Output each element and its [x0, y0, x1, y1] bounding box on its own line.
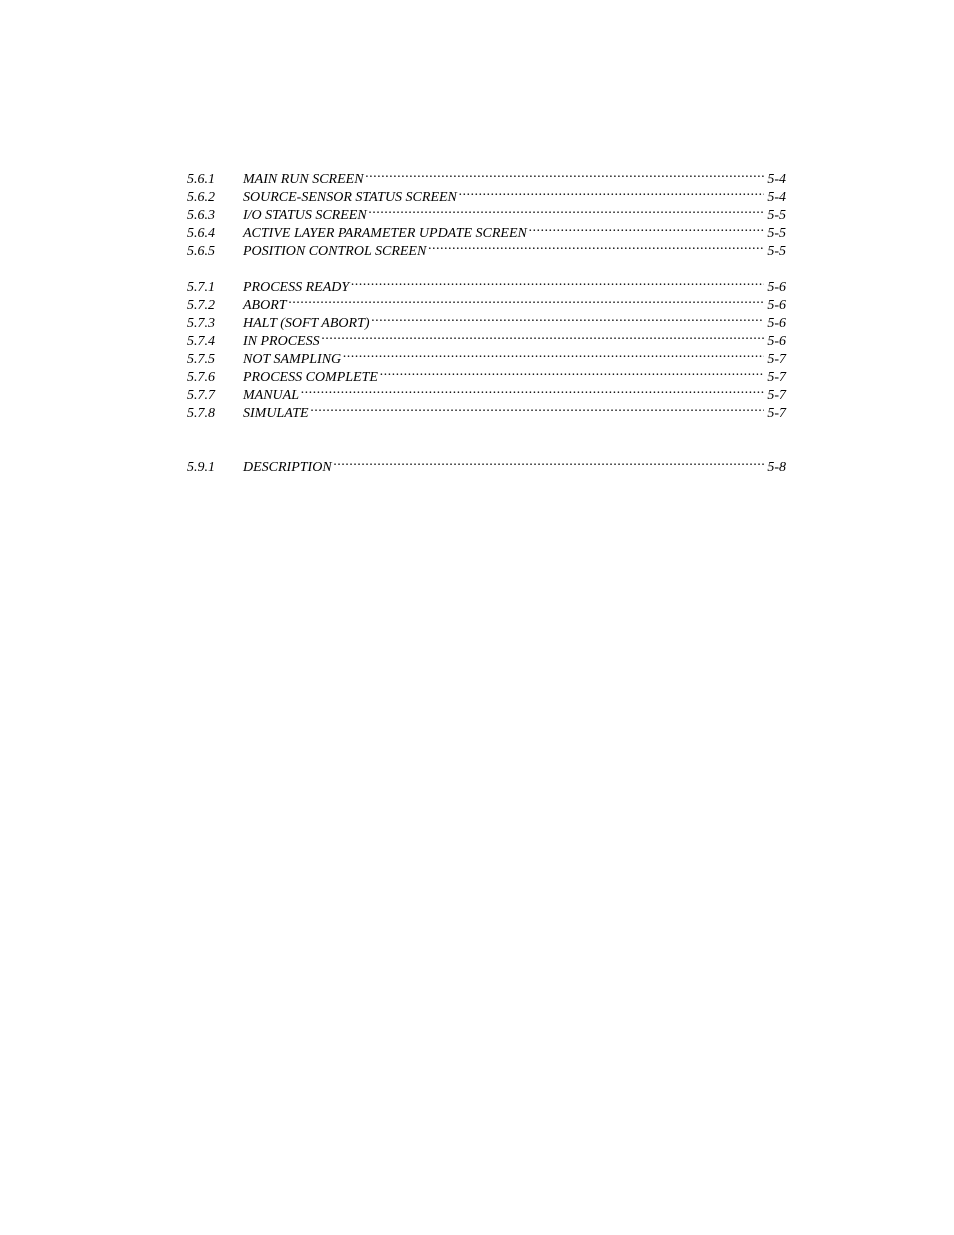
toc-entry-title: MANUAL [243, 388, 299, 403]
toc-entry-number: 5.6.3 [187, 208, 215, 223]
toc-entry-number: 5.9.1 [187, 460, 215, 475]
toc-entry-number: 5.6.1 [187, 172, 215, 187]
toc-entry-title: IN PROCESS [243, 334, 320, 349]
toc-entry-number: 5.7.1 [187, 280, 215, 295]
toc-entry-page: 5-7 [767, 352, 786, 367]
toc-entry-number: 5.7.3 [187, 316, 215, 331]
toc-dot-leader [343, 345, 764, 363]
toc-dot-leader [334, 453, 765, 471]
toc-entry-page: 5-7 [767, 388, 786, 403]
toc-entry-page: 5-6 [767, 334, 786, 349]
toc-entry-title: SIMULATE [243, 406, 309, 421]
toc-dot-leader [301, 381, 764, 399]
toc-entry-page: 5-7 [767, 370, 786, 385]
toc-group-5-6 [187, 165, 786, 259]
table-of-contents [187, 165, 786, 475]
toc-entry-page: 5-8 [767, 460, 786, 475]
toc-entry-title: NOT SAMPLING [243, 352, 342, 367]
toc-entry-title: ABORT [243, 298, 287, 313]
toc-group-5-9 [187, 453, 786, 475]
toc-entry-page: 5-6 [767, 298, 786, 313]
toc-entry-page: 5-7 [767, 406, 786, 421]
toc-entry-title: I/O STATUS SCREEN [243, 208, 367, 223]
toc-dot-leader [311, 399, 765, 417]
toc-entry-number: 5.7.8 [187, 406, 215, 421]
toc-dot-leader [529, 219, 764, 237]
toc-entry-number: 5.7.5 [187, 352, 215, 367]
toc-entry-title: SOURCE-SENSOR STATUS SCREEN [243, 190, 457, 205]
toc-dot-leader [372, 309, 765, 327]
toc-entry-number: 5.7.6 [187, 370, 215, 385]
toc-entry[interactable] [187, 273, 786, 295]
toc-entry-page: 5-5 [767, 208, 786, 223]
toc-entry-title: PROCESS READY [243, 280, 350, 295]
toc-group-5-7 [187, 273, 786, 421]
toc-entry-title: MAIN RUN SCREEN [243, 172, 364, 187]
toc-dot-leader [289, 291, 765, 309]
toc-entry-number: 5.7.2 [187, 298, 215, 313]
toc-dot-leader [322, 327, 765, 345]
toc-entry-number: 5.7.7 [187, 388, 215, 403]
toc-entry-page: 5-4 [767, 190, 786, 205]
toc-entry-title: HALT (SOFT ABORT) [243, 316, 370, 331]
toc-entry-number: 5.7.4 [187, 334, 215, 349]
toc-dot-leader [369, 201, 765, 219]
toc-dot-leader [366, 165, 765, 183]
toc-entry-number: 5.6.2 [187, 190, 215, 205]
toc-entry-page: 5-4 [767, 172, 786, 187]
toc-entry-title: ACTIVE LAYER PARAMETER UPDATE SCREEN [243, 226, 527, 241]
toc-entry[interactable] [187, 453, 786, 475]
toc-entry-page: 5-6 [767, 280, 786, 295]
toc-entry-title: POSITION CONTROL SCREEN [243, 244, 427, 259]
toc-entry[interactable] [187, 165, 786, 187]
toc-entry-number: 5.6.4 [187, 226, 215, 241]
toc-dot-leader [428, 237, 764, 255]
toc-entry-title: DESCRIPTION [243, 460, 332, 475]
toc-entry-number: 5.6.5 [187, 244, 215, 259]
toc-dot-leader [459, 183, 764, 201]
toc-entry-page: 5-6 [767, 316, 786, 331]
toc-dot-leader [351, 273, 764, 291]
toc-entry-title: PROCESS COMPLETE [243, 370, 378, 385]
toc-dot-leader [380, 363, 764, 381]
toc-entry-page: 5-5 [767, 244, 786, 259]
toc-entry-page: 5-5 [767, 226, 786, 241]
